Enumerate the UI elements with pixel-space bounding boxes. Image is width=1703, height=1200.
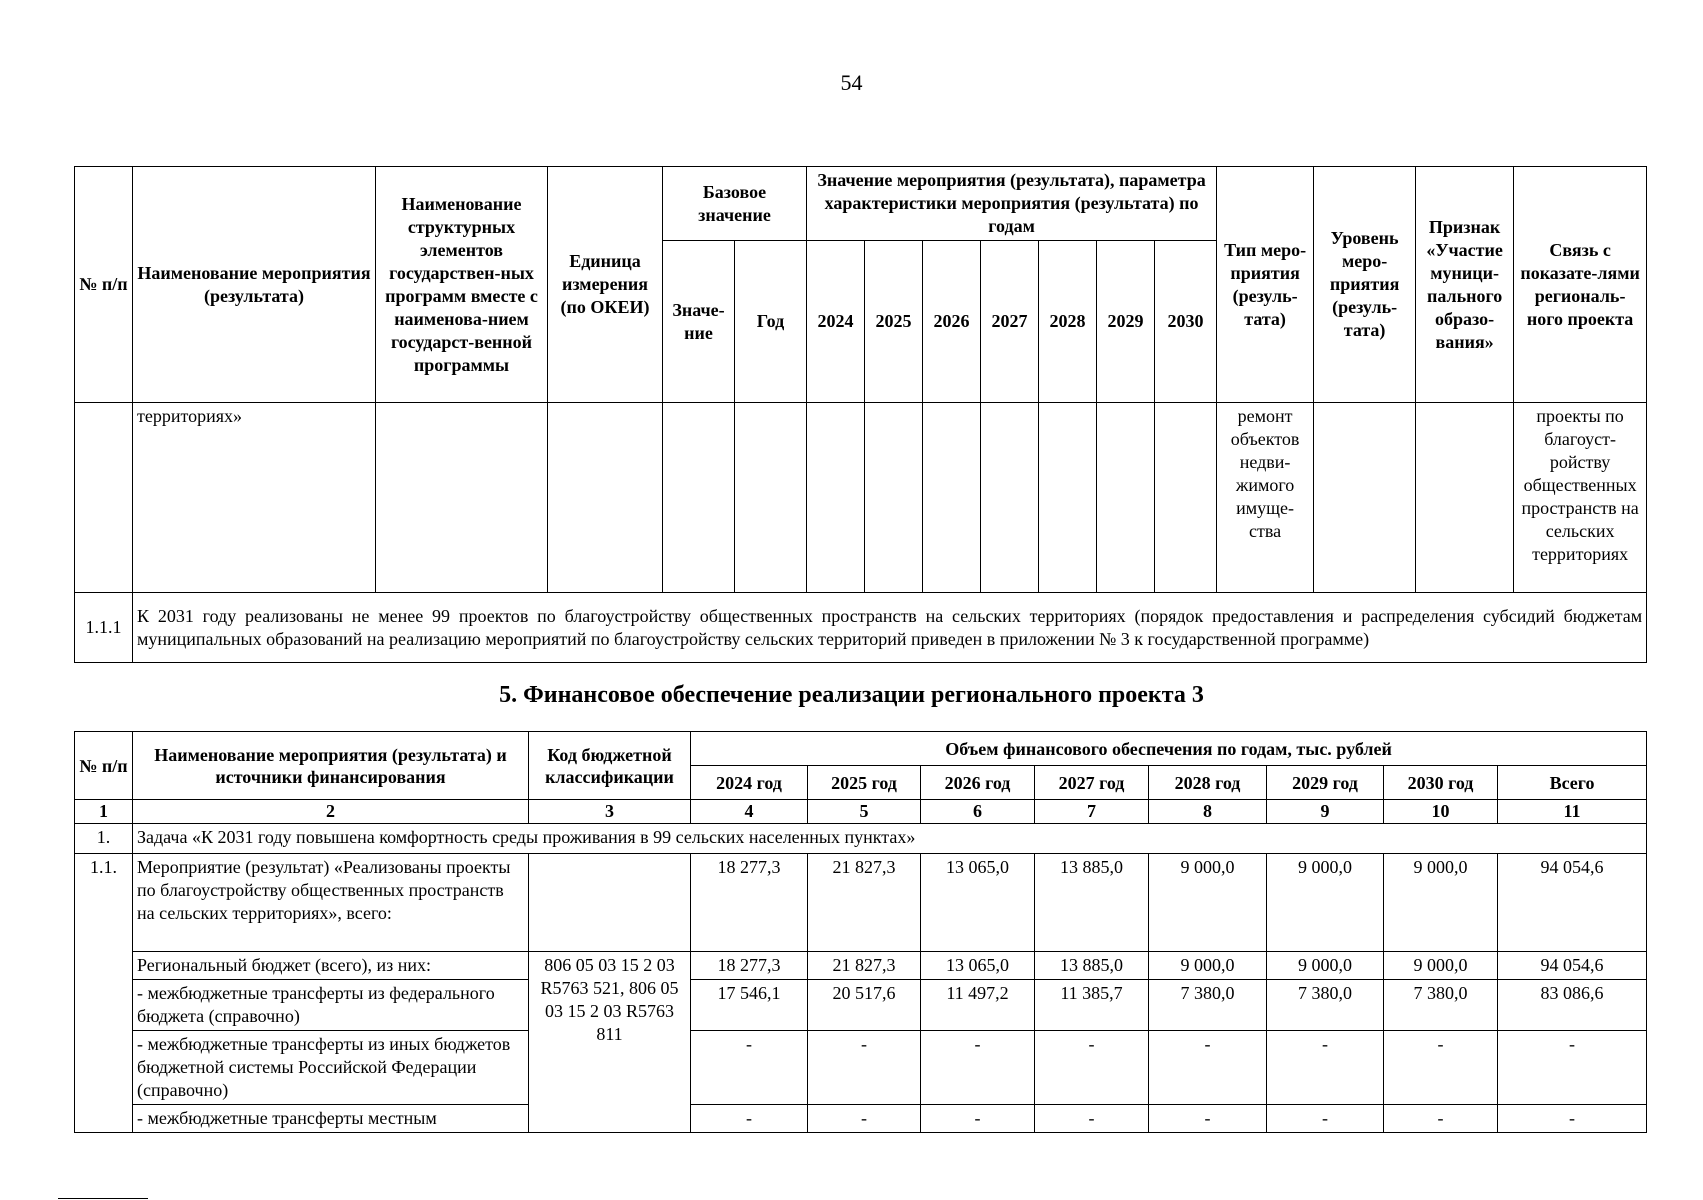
header-num: № п/п <box>75 732 133 800</box>
index-cell: 7 <box>1035 800 1149 824</box>
footer-divider <box>58 1198 148 1199</box>
header-year: 2026 <box>923 241 981 403</box>
cell-name: - межбюджетные трансферты из федерального бюджета (справочно) <box>133 980 529 1031</box>
cell-value: - <box>921 1105 1035 1133</box>
measure-row <box>75 854 1647 952</box>
cell-value: - <box>808 1031 921 1105</box>
cell-value: 13 065,0 <box>921 952 1035 980</box>
index-cell: 2 <box>133 800 529 824</box>
header-total: Всего <box>1498 766 1647 800</box>
cell-value: - <box>1384 1031 1498 1105</box>
cell-value: 7 380,0 <box>1149 980 1267 1031</box>
cell-num: 1.1.1 <box>75 593 133 663</box>
cell-value: 18 277,3 <box>691 854 808 952</box>
cell-value: - <box>691 1105 808 1133</box>
header-year: 2025 год <box>808 766 921 800</box>
header-year: 2026 год <box>921 766 1035 800</box>
header-base-value: Значе-ние <box>663 241 735 403</box>
cell-row-text: К 2031 году реализованы не менее 99 проектов по благоустройству общественных пространств на сельских территориях (порядок предоставления и распределения субсидий бюджетам муниципальных образований на реализацию мероприятий по благоустройству сельских территорий приведен в приложении № 3 к государственной программе) <box>133 593 1647 663</box>
task-row <box>75 824 1647 854</box>
cell-name: Мероприятие (результат) «Реализованы проекты по благоустройству общественных пространств на сельских территориях», всего: <box>133 854 529 952</box>
header-year: 2025 <box>865 241 923 403</box>
cell-value: - <box>1267 1105 1384 1133</box>
index-row <box>75 800 1647 824</box>
table-row <box>75 403 1647 593</box>
header-struct: Наименование структурных элементов государствен-ных программ вместе с наименова-нием государст-венной программы <box>376 167 548 403</box>
cell-value: - <box>1267 1031 1384 1105</box>
table-row <box>75 593 1647 663</box>
header-year: 2029 год <box>1267 766 1384 800</box>
results-table <box>74 166 1647 663</box>
cell-value: 7 380,0 <box>1267 980 1384 1031</box>
table-row <box>75 1031 1647 1105</box>
header-year: 2027 <box>981 241 1039 403</box>
table-row <box>75 1105 1647 1133</box>
header-year: 2027 год <box>1035 766 1149 800</box>
cell-value: - <box>1149 1105 1267 1133</box>
header-sign: Признак «Участие муници-пального образо-вания» <box>1416 167 1514 403</box>
cell-value: 7 380,0 <box>1384 980 1498 1031</box>
index-cell: 9 <box>1267 800 1384 824</box>
cell-name: Региональный бюджет (всего), из них: <box>133 952 529 980</box>
cell-link: проекты по благоуст-ройству общественных пространств на сельских территориях <box>1514 403 1647 593</box>
header-year: 2029 <box>1097 241 1155 403</box>
cell-value: 9 000,0 <box>1149 854 1267 952</box>
cell-value: 83 086,6 <box>1498 980 1647 1031</box>
index-cell: 1 <box>75 800 133 824</box>
index-cell: 3 <box>529 800 691 824</box>
cell-value: 9 000,0 <box>1149 952 1267 980</box>
cell-name: - межбюджетные трансферты местным <box>133 1105 529 1133</box>
header-type: Тип меро-приятия (резуль-тата) <box>1217 167 1314 403</box>
cell-name: - межбюджетные трансферты из иных бюджетов бюджетной системы Российской Федерации (справочно) <box>133 1031 529 1105</box>
cell-value: 11 497,2 <box>921 980 1035 1031</box>
index-cell: 10 <box>1384 800 1498 824</box>
cell-value: - <box>808 1105 921 1133</box>
header-volume: Объем финансового обеспечения по годам, тыс. рублей <box>691 732 1647 766</box>
header-level: Уровень меро-приятия (резуль-тата) <box>1314 167 1416 403</box>
cell-value: 9 000,0 <box>1267 854 1384 952</box>
cell-value: 18 277,3 <box>691 952 808 980</box>
cell-value: 9 000,0 <box>1267 952 1384 980</box>
cell-value: - <box>1498 1031 1647 1105</box>
cell-value: 17 546,1 <box>691 980 808 1031</box>
header-year: 2030 <box>1155 241 1217 403</box>
cell-value: - <box>1498 1105 1647 1133</box>
index-cell: 4 <box>691 800 808 824</box>
cell-num: 1.1. <box>75 854 133 1133</box>
cell-value: 9 000,0 <box>1384 952 1498 980</box>
cell-value: - <box>1035 1031 1149 1105</box>
page-number: 54 <box>840 70 863 95</box>
index-cell: 11 <box>1498 800 1647 824</box>
cell-code: 806 05 03 15 2 03 R5763 521, 806 05 03 15 2 03 R5763 811 <box>529 952 691 1133</box>
header-base: Базовое значение <box>663 167 807 241</box>
cell-value: - <box>921 1031 1035 1105</box>
header-year: 2024 <box>807 241 865 403</box>
header-year: 2028 год <box>1149 766 1267 800</box>
cell-value: 20 517,6 <box>808 980 921 1031</box>
header-name: Наименование мероприятия (результата) <box>133 167 376 403</box>
cell-value: 13 885,0 <box>1035 854 1149 952</box>
header-year: 2028 <box>1039 241 1097 403</box>
header-year: 2030 год <box>1384 766 1498 800</box>
header-base-year: Год <box>735 241 807 403</box>
header-num: № п/п <box>75 167 133 403</box>
header-link: Связь с показате-лями региональ-ного проекта <box>1514 167 1647 403</box>
cell-name: территориях» <box>133 403 376 593</box>
index-cell: 6 <box>921 800 1035 824</box>
cell-value: 21 827,3 <box>808 854 921 952</box>
cell-type: ремонт объектов недви-жимого имуще-ства <box>1217 403 1314 593</box>
header-name: Наименование мероприятия (результата) и источники финансирования <box>133 732 529 800</box>
cell-value: 11 385,7 <box>1035 980 1149 1031</box>
cell-value: - <box>1149 1031 1267 1105</box>
header-code: Код бюджетной классификации <box>529 732 691 800</box>
cell-value: 13 065,0 <box>921 854 1035 952</box>
cell-value: 9 000,0 <box>1384 854 1498 952</box>
finance-table <box>74 731 1647 1133</box>
cell-value: - <box>691 1031 808 1105</box>
index-cell: 8 <box>1149 800 1267 824</box>
cell-value: 13 885,0 <box>1035 952 1149 980</box>
section-title: 5. Финансовое обеспечение реализации регионального проекта 3 <box>499 682 1204 708</box>
cell-value: - <box>1384 1105 1498 1133</box>
table-row <box>75 952 1647 980</box>
cell-value: - <box>1035 1105 1149 1133</box>
cell-num: 1. <box>75 824 133 854</box>
table-row <box>75 980 1647 1031</box>
header-values: Значение мероприятия (результата), параметра характеристики мероприятия (результата) по годам <box>807 167 1217 241</box>
index-cell: 5 <box>808 800 921 824</box>
cell-value: 94 054,6 <box>1498 854 1647 952</box>
cell-task-text: Задача «К 2031 году повышена комфортность среды проживания в 99 сельских населенных пунктах» <box>133 824 1647 854</box>
cell-value: 94 054,6 <box>1498 952 1647 980</box>
cell-value: 21 827,3 <box>808 952 921 980</box>
header-unit: Единица измерения (по ОКЕИ) <box>548 167 663 403</box>
header-year: 2024 год <box>691 766 808 800</box>
